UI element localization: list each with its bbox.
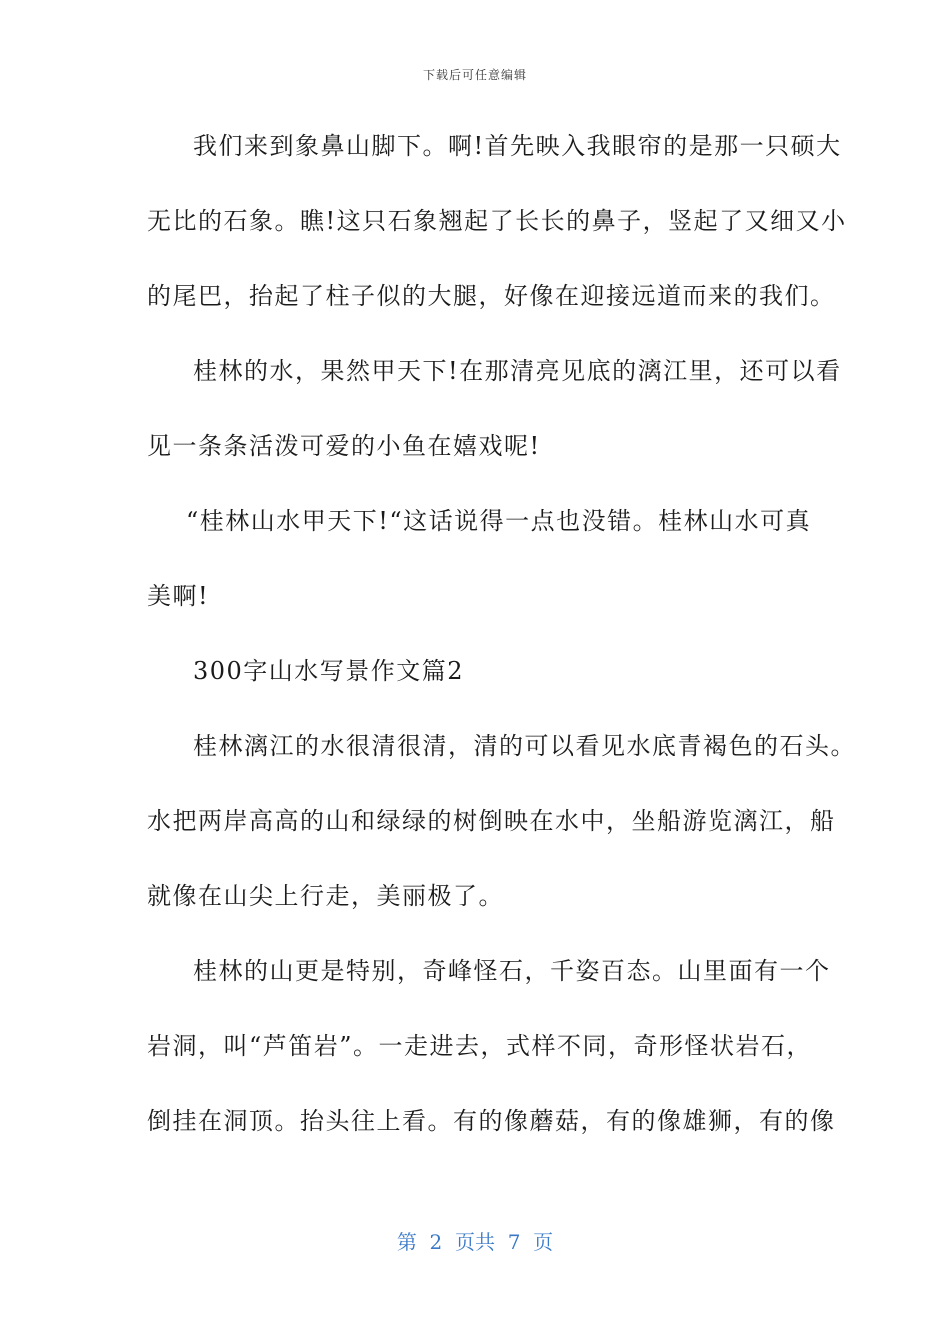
text-line: 的尾巴，抬起了柱子似的大腿，好像在迎接远道而来的我们。: [147, 282, 836, 310]
text-line: 就像在山尖上行走，美丽极了。: [147, 882, 504, 910]
text-line: 桂林的山更是特别，奇峰怪石，千姿百态。山里面有一个: [193, 957, 831, 985]
text-line: “桂林山水甲天下!“这话说得一点也没错。桂林山水可真: [186, 507, 812, 535]
text-line: 桂林的水，果然甲天下!在那清亮见底的漓江里，还可以看: [193, 357, 842, 385]
text-line: 我们来到象鼻山脚下。啊!首先映入我眼帘的是那一只硕大: [193, 132, 842, 160]
text-line: 岩洞，叫“芦笛岩”。一走进去，式样不同，奇形怪状岩石，: [147, 1032, 813, 1060]
text-line: 美啊!: [147, 582, 210, 610]
text-line: 倒挂在洞顶。抬头往上看。有的像蘑菇，有的像雄狮，有的像: [147, 1107, 836, 1135]
section-heading: 300字山水写景作文篇2: [193, 657, 465, 685]
text-line: 桂林漓江的水很清很清，清的可以看见水底青褐色的石头。: [193, 732, 856, 760]
header-note: 下载后可任意编辑: [422, 68, 527, 82]
text-line: 水把两岸高高的山和绿绿的树倒映在水中，坐船游览漓江，船: [147, 807, 836, 835]
page-number-footer: 第 2 页共 7 页: [396, 1230, 554, 1254]
text-line: 见一条条活泼可爱的小鱼在嬉戏呢!: [147, 432, 541, 460]
text-line: 无比的石象。瞧!这只石象翘起了长长的鼻子，竖起了又细又小: [147, 207, 847, 235]
